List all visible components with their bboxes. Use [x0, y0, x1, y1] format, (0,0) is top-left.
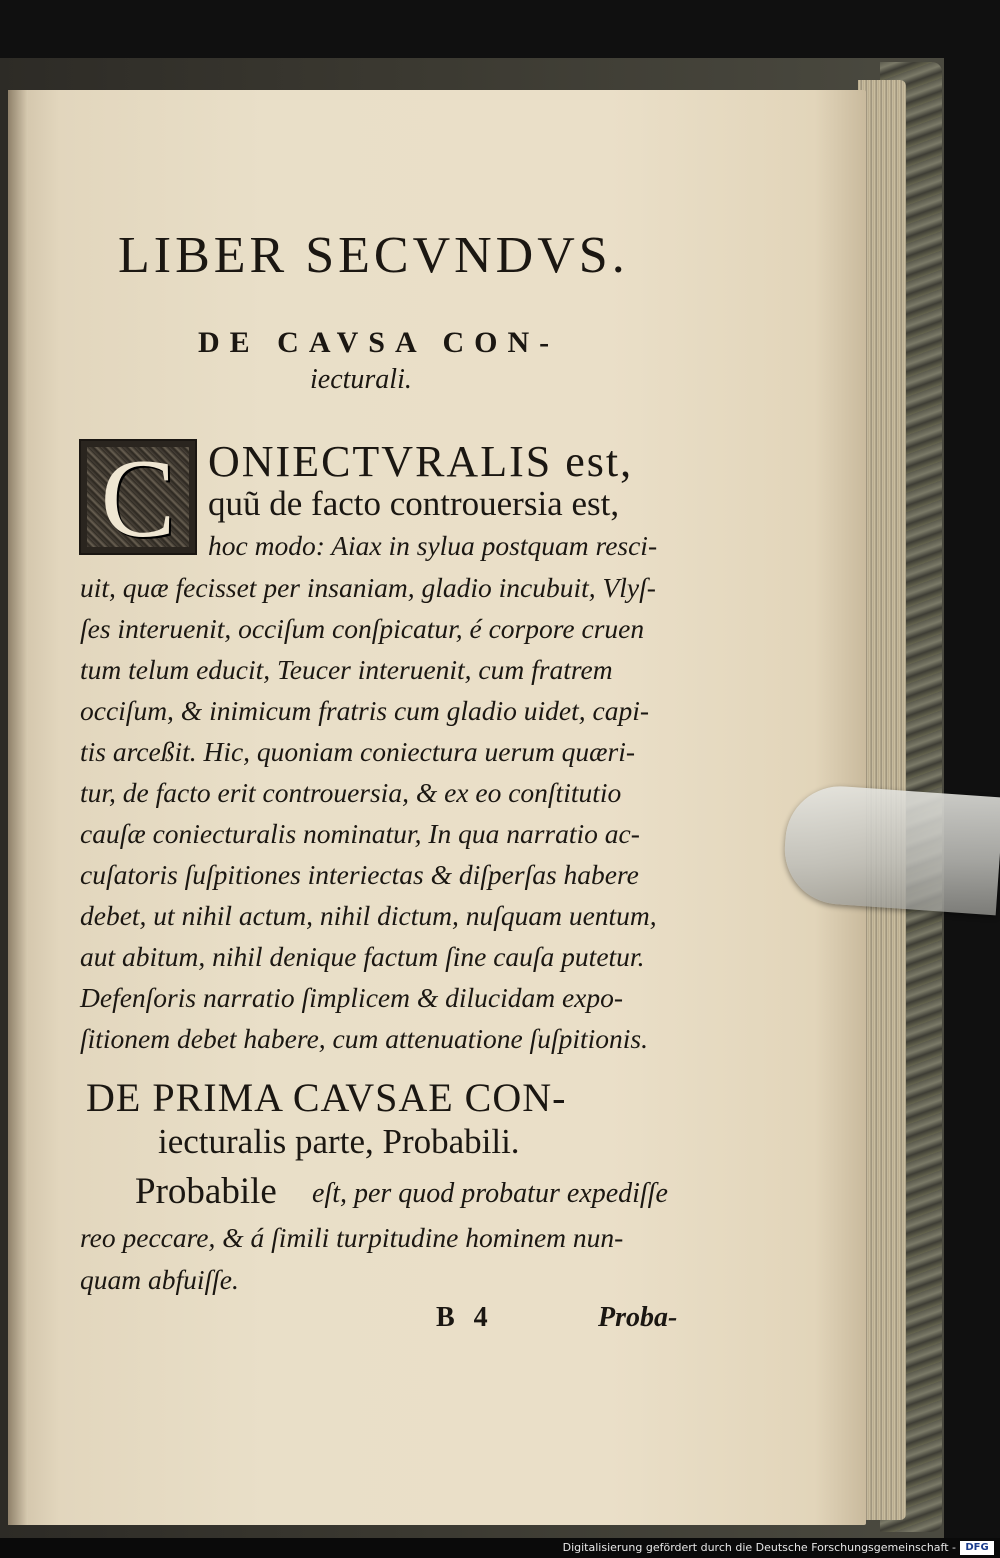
body-line: cuſatoris ſuſpitiones interiectas & diſperſas habere — [80, 859, 639, 890]
body-line: uit, quæ fecisset per insaniam, gladio incubuit, Vlyſ- — [80, 572, 656, 603]
body-line: occiſum, & inimicum fratris cum gladio uidet, capi- — [80, 695, 650, 726]
body-line: tum telum educit, Teucer interuenit, cum fratrem — [80, 654, 613, 685]
body-line: cauſæ coniecturalis nominatur, In qua narratio ac- — [80, 818, 640, 849]
decorated-initial — [79, 437, 197, 561]
dfg-logo: DFG — [960, 1541, 994, 1555]
body-line: Defenſoris narratio ſimplicem & dilucidam expo- — [80, 982, 624, 1013]
signature-mark: B 4 — [436, 1302, 494, 1333]
body-line: debet, ut nihil actum, nihil dictum, nuſquam uentum, — [80, 900, 657, 931]
body-line: ſes interuenit, occiſum conſpicatur, é corpore cruen — [80, 613, 645, 644]
catchword: Proba- — [598, 1302, 678, 1333]
chapter1-title-line1: DE CAVSA CON- — [198, 326, 560, 359]
paragraph-line3: quam abfuiſſe. — [80, 1264, 239, 1295]
running-head: LIBER SECVNDVS. — [118, 227, 629, 284]
paragraph-lead-word: Probabile — [135, 1171, 277, 1212]
body-line: ſitionem debet habere, cum attenuatione ſuſpitionis. — [80, 1023, 648, 1054]
paragraph-line1: eſt, per quod probatur expediſſe — [312, 1178, 668, 1209]
body-line: tur, de facto erit controuersia, & ex eo conſtitutio — [80, 777, 622, 808]
paragraph-line2: reo peccare, & á ſimili turpitudine hominem nun- — [80, 1222, 624, 1253]
second-line: quũ de facto controuersia est, — [208, 484, 620, 523]
body-line: aut abitum, nihil denique factum ſine cauſa putetur. — [80, 941, 645, 972]
chapter1-title-line2: iecturali. — [310, 364, 412, 395]
chapter2-title-line1: DE PRIMA CAVSAE CON- — [86, 1075, 567, 1120]
chapter2-title-line2: iecturalis parte, Probabili. — [158, 1122, 520, 1161]
initial-letter: C — [100, 437, 176, 561]
footer-credit: Digitalisierung gefördert durch die Deutsche Forschungsgemeinschaft - — [562, 1541, 956, 1554]
page-clamp — [781, 783, 1000, 916]
first-line: ONIECTVRALIS est, — [208, 437, 634, 486]
body-line: tis arceßit. Hic, quoniam coniectura uerum quæri- — [80, 736, 636, 767]
page-gutter — [8, 90, 28, 1525]
body-line: hoc modo: Aiax in sylua postquam resci- — [208, 530, 658, 561]
